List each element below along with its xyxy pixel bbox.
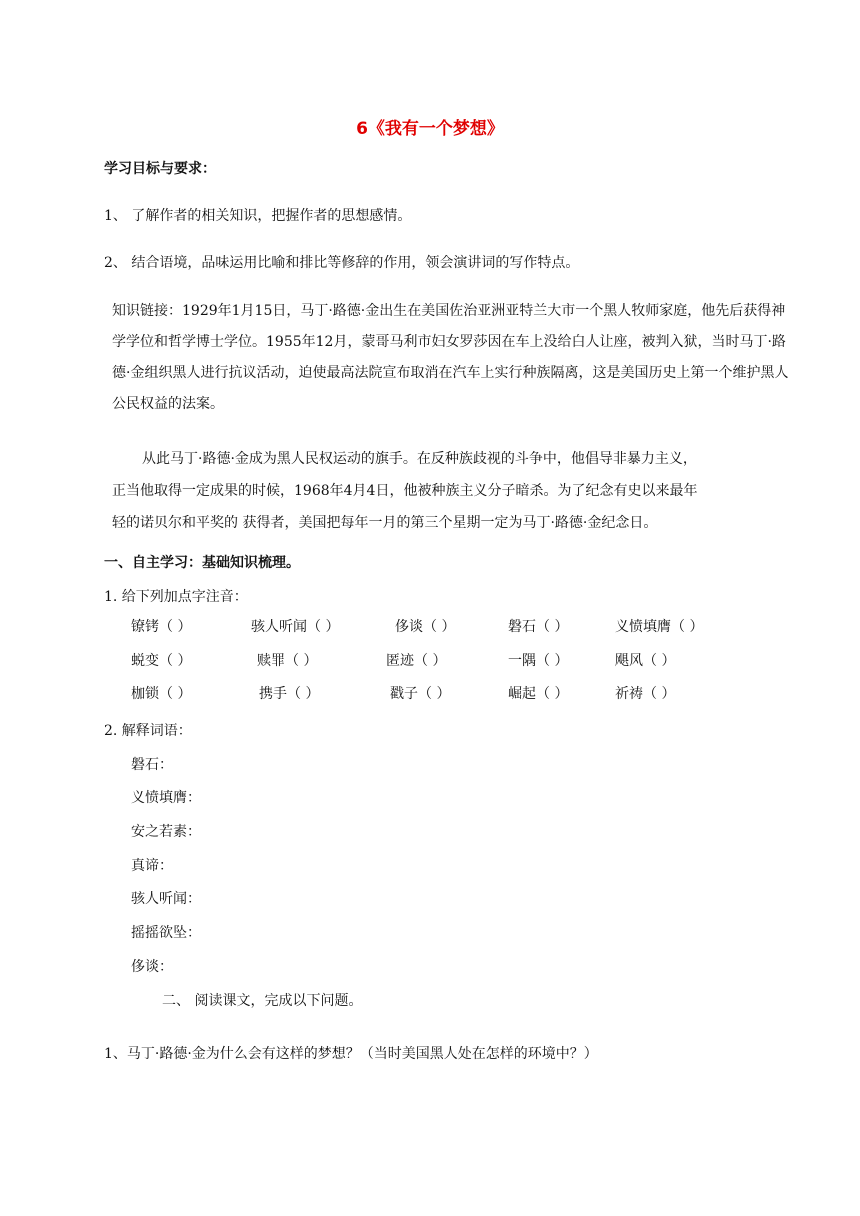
pinyin-item: 戳子（ ） [390, 686, 451, 702]
section2-heading: 二、 阅读课文，完成以下问题。 [162, 993, 363, 1009]
section2-question-1: 1、马丁·路德·金为什么会有这样的梦想？（当时美国黑人处在怎样的环境中？） [104, 1046, 598, 1062]
pinyin-item: 镣铐（ ） [131, 619, 192, 635]
pinyin-item: 赎罪（ ） [257, 653, 318, 669]
pinyin-item: 祈祷（ ） [615, 686, 676, 702]
pinyin-item: 一隅（ ） [508, 653, 569, 669]
term-label: 真谛： [131, 858, 173, 874]
pinyin-item: 骇人听闻（ ） [251, 619, 340, 635]
pinyin-item: 侈谈（ ） [395, 619, 456, 635]
pinyin-item: 携手（ ） [259, 686, 320, 702]
pinyin-item: 飓风（ ） [615, 653, 676, 669]
goal-item-1: 1、 了解作者的相关知识，把握作者的思想感情。 [104, 208, 412, 224]
term-label: 骇人听闻： [131, 891, 201, 907]
background-paragraph-2-line-3: 轻的诺贝尔和平奖的 获得者，美国把每年一月的第三个星期一定为马丁·路德·金纪念日。 [112, 515, 658, 531]
term-label: 义愤填膺： [131, 790, 201, 806]
background-paragraph-1: 知识链接：1929年1月15日，马丁·路德·金出生在美国佐治亚洲亚特兰大市一个黑人牧师家庭，他先后获得神学学位和哲学博士学位。1955年12月，蒙哥马利市妇女罗莎因在车上没给白人让座，被判入狱，当时马丁·路德·金组织黑人进行抗议活动，迫使最高法院宣布取消在汽车上实行种族隔离，这是美国历史上第一个维护黑人公民权益的法案。 [112, 303, 789, 412]
question-1: 1. 给下列加点字注音： [104, 589, 248, 605]
question-2: 2. 解释词语： [104, 723, 192, 739]
term-label: 摇摇欲坠： [131, 925, 201, 941]
goals-heading: 学习目标与要求： [104, 161, 216, 177]
section1-heading: 一、自主学习：基础知识梳理。 [104, 555, 300, 571]
pinyin-item: 匿迹（ ） [386, 653, 447, 669]
pinyin-item: 义愤填膺（ ） [615, 619, 704, 635]
background-paragraph-2-line-2: 正当他取得一定成果的时候，1968年4月4日，他被种族主义分子暗杀。为了纪念有史以来最年 [112, 483, 698, 499]
term-label: 磐石： [131, 757, 173, 773]
pinyin-item: 枷锁（ ） [131, 686, 192, 702]
pinyin-item: 崛起（ ） [508, 686, 569, 702]
page-title: 6《我有一个梦想》 [356, 119, 504, 139]
pinyin-item: 磐石（ ） [508, 619, 569, 635]
background-paragraph-2-line-1: 从此马丁·路德·金成为黑人民权运动的旗手。在反种族歧视的斗争中，他倡导非暴力主义， [142, 451, 697, 467]
term-label: 安之若素： [131, 824, 201, 840]
pinyin-item: 蜕变（ ） [131, 653, 192, 669]
goal-item-2: 2、 结合语境，品味运用比喻和排比等修辞的作用，领会演讲词的写作特点。 [104, 255, 580, 271]
term-label: 侈谈： [131, 959, 173, 975]
